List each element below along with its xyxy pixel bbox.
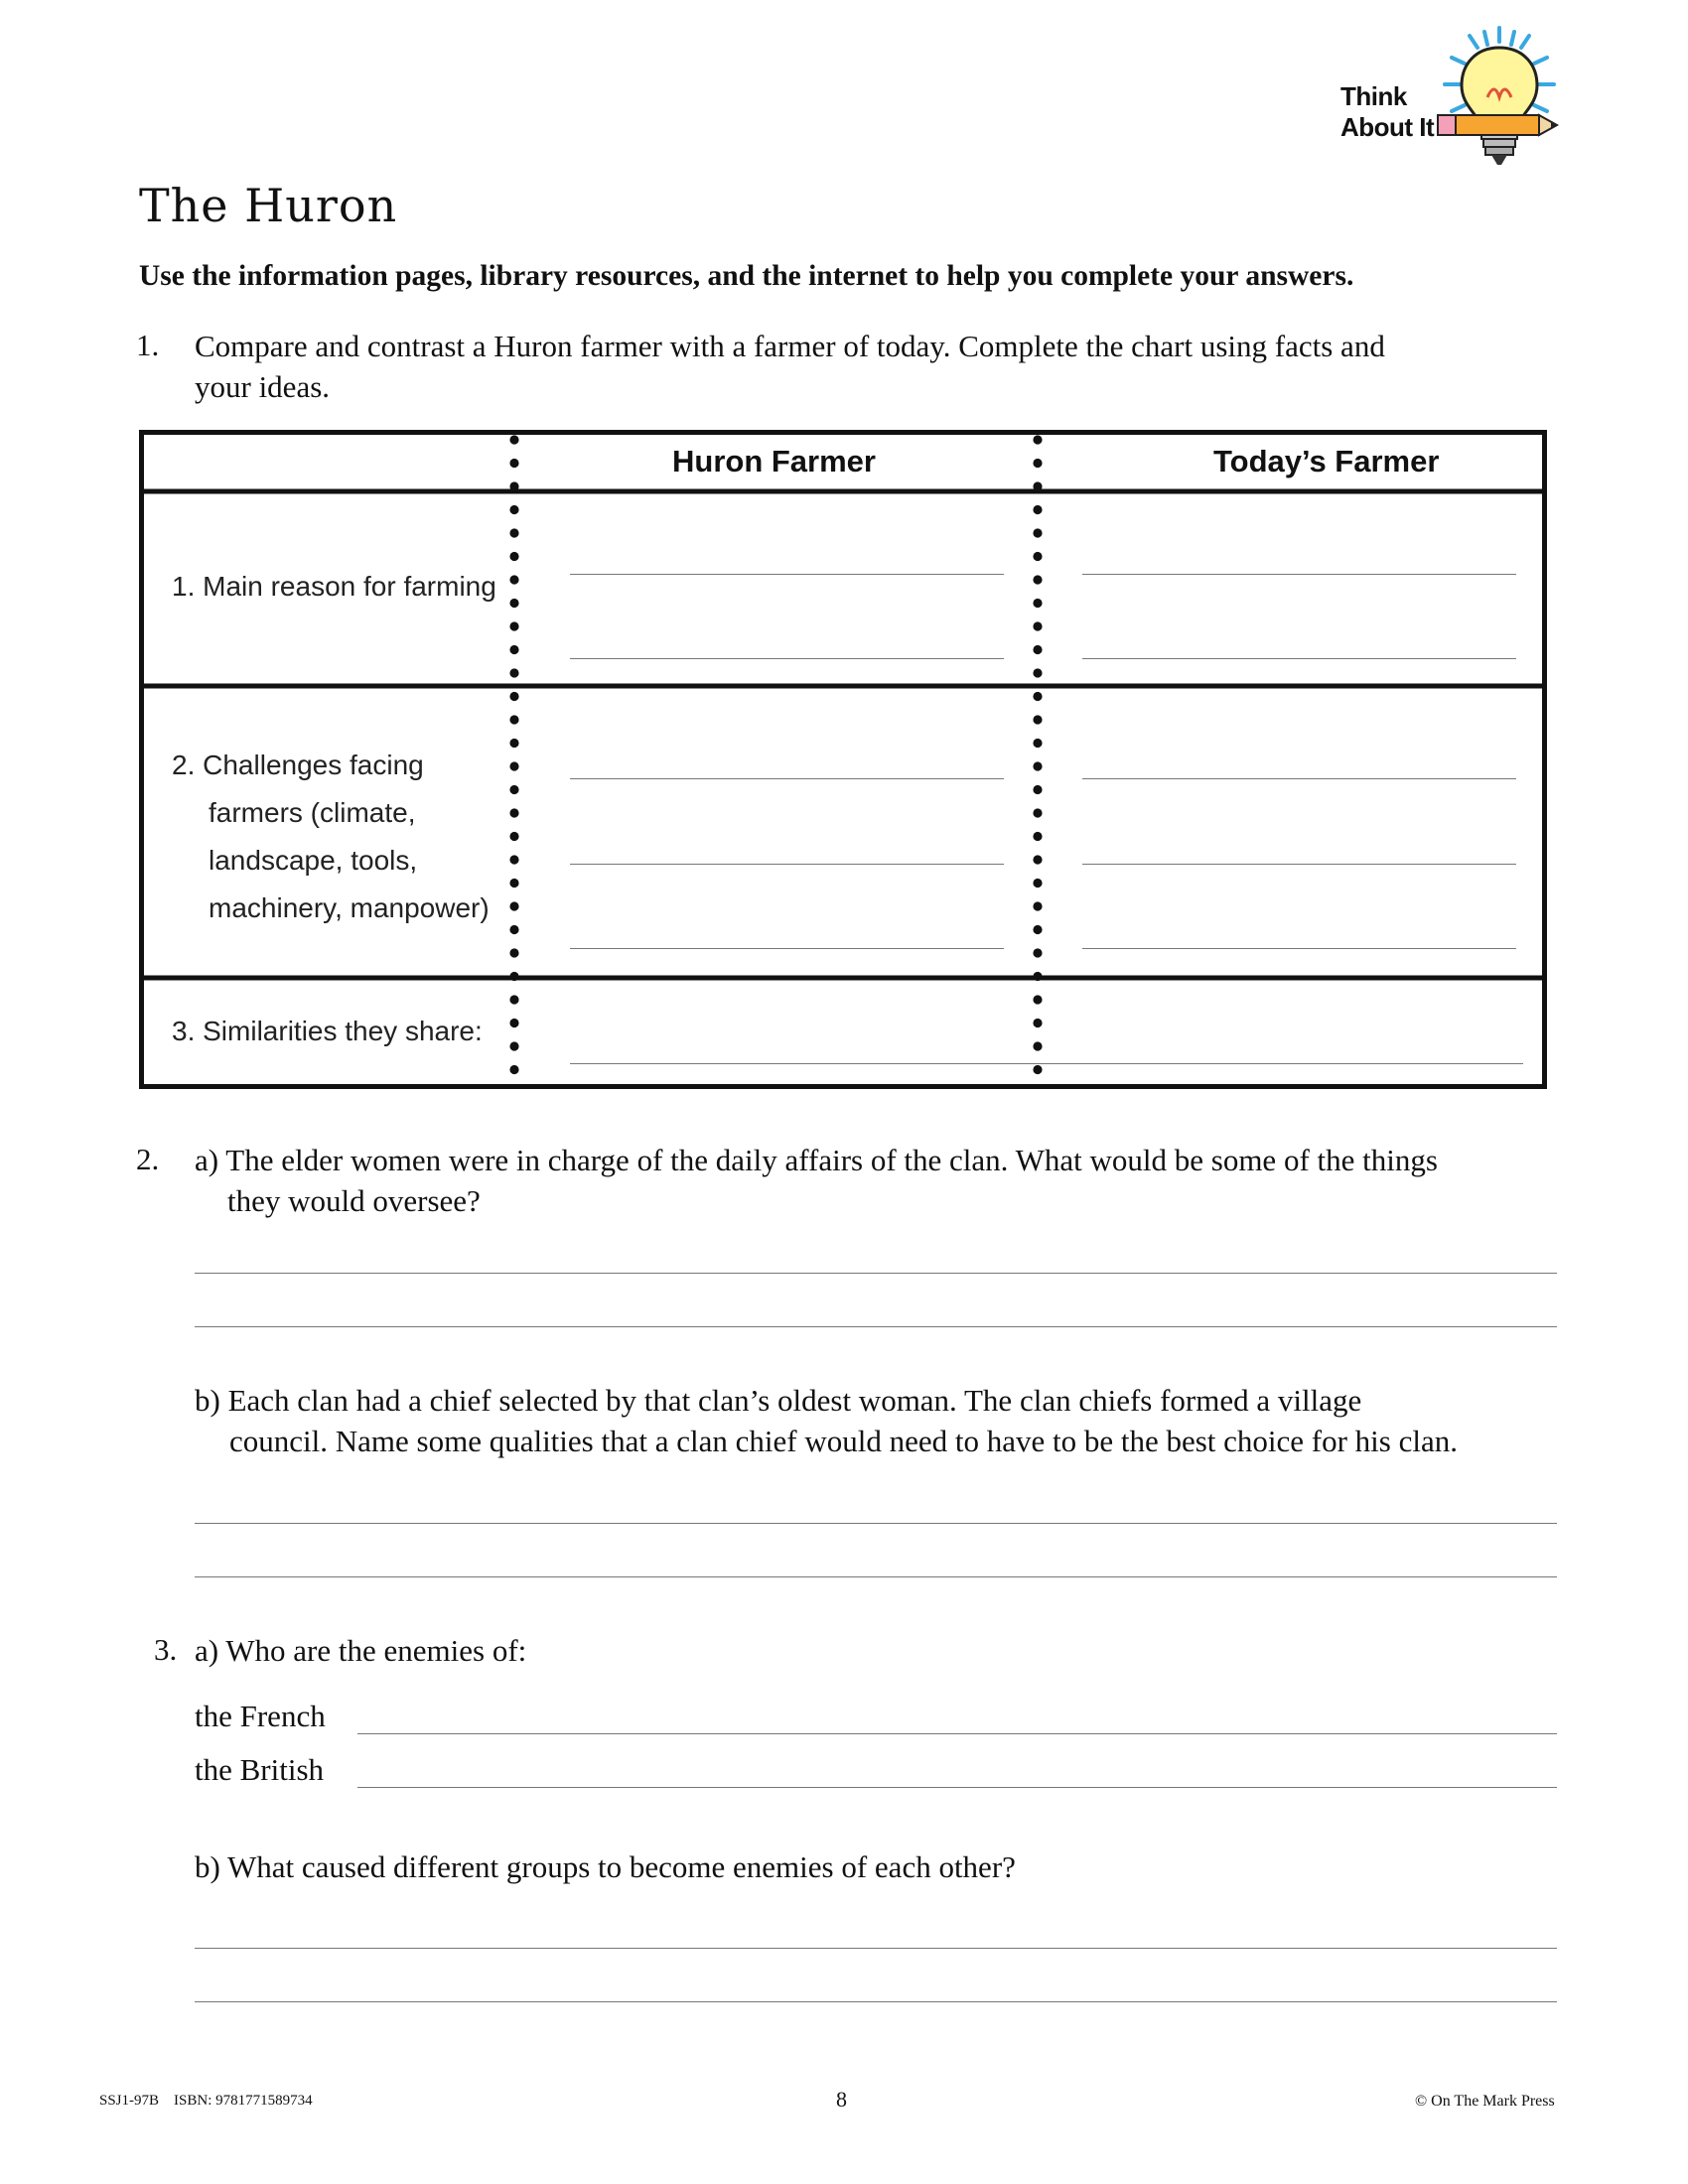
divider-dot — [509, 739, 518, 748]
divider-dot — [509, 599, 518, 608]
divider-dot — [1033, 761, 1042, 770]
question-1-number: 1. — [136, 328, 160, 362]
label-the-french: the French — [195, 1699, 326, 1733]
divider-dot — [1033, 505, 1042, 514]
divider-dot — [1033, 599, 1042, 608]
divider-dot — [509, 785, 518, 794]
question-2b-line-2: council. Name some qualities that a clan chief would need to have to be the best choice for his clan. — [229, 1424, 1458, 1458]
column-header-huron-farmer: Huron Farmer — [672, 444, 876, 478]
divider-dot — [509, 715, 518, 724]
divider-dot — [1033, 1065, 1042, 1074]
divider-dot — [509, 528, 518, 537]
question-2a-text — [195, 1140, 1438, 1221]
divider-dot — [1033, 1019, 1042, 1027]
answer-line-today-challenges-3[interactable] — [1082, 948, 1516, 949]
divider-dot — [509, 761, 518, 770]
instructions: Use the information pages, library resources, and the internet to help you complete your answers. — [139, 260, 1354, 292]
question-2b-text — [195, 1380, 1458, 1461]
badge-line-1: Think — [1340, 81, 1407, 111]
divider-dot — [509, 995, 518, 1004]
divider-dot — [1033, 785, 1042, 794]
answer-line-2b-2[interactable] — [195, 1576, 1557, 1577]
row-label-challenges-line-2: farmers (climate, — [209, 797, 416, 828]
divider-dot — [509, 459, 518, 468]
question-2-number: 2. — [136, 1142, 160, 1176]
answer-line-today-challenges-1[interactable] — [1082, 778, 1516, 779]
answer-line-today-reason-2[interactable] — [1082, 658, 1516, 659]
divider-dot — [509, 668, 518, 677]
answer-line-today-reason-1[interactable] — [1082, 574, 1516, 575]
divider-dot — [509, 692, 518, 701]
question-3a-text: a) Who are the enemies of: — [195, 1633, 527, 1668]
divider-dot — [509, 1019, 518, 1027]
answer-line-huron-challenges-2[interactable] — [570, 864, 1004, 865]
footer-copyright: © On The Mark Press — [1415, 2093, 1555, 2110]
divider-dot — [1033, 692, 1042, 701]
divider-dot — [509, 901, 518, 910]
divider-dot — [1033, 901, 1042, 910]
divider-dot — [1033, 621, 1042, 630]
divider-dot — [509, 1065, 518, 1074]
divider-dot — [509, 972, 518, 981]
divider-dot — [1033, 575, 1042, 584]
answer-line-2a-2[interactable] — [195, 1326, 1557, 1327]
divider-dot — [509, 925, 518, 934]
answer-line-huron-challenges-3[interactable] — [570, 948, 1004, 949]
divider-dot — [509, 505, 518, 514]
divider-dot — [1033, 1041, 1042, 1050]
question-1-line-2: your ideas. — [195, 369, 331, 404]
divider-dot — [509, 1041, 518, 1050]
divider-dot — [509, 879, 518, 887]
answer-line-british[interactable] — [357, 1787, 1557, 1788]
page-title: The Huron — [139, 179, 398, 232]
divider-dot — [509, 808, 518, 817]
divider-dot — [1033, 995, 1042, 1004]
answer-line-3b-1[interactable] — [195, 1948, 1557, 1949]
question-2b-line-1: b) Each clan had a chief selected by that clan’s oldest woman. The clan chiefs formed a village — [195, 1383, 1362, 1418]
question-2a-line-1: a) The elder women were in charge of the daily affairs of the clan. What would be some of the things — [195, 1143, 1438, 1177]
answer-line-2a-1[interactable] — [195, 1273, 1557, 1274]
divider-dot — [1033, 972, 1042, 981]
answer-line-similarities[interactable] — [570, 1063, 1523, 1064]
row-label-main-reason: 1. Main reason for farming — [172, 571, 496, 602]
row-label-challenges-line-4: machinery, manpower) — [209, 892, 490, 923]
question-1-line-1: Compare and contrast a Huron farmer with a farmer of today. Complete the chart using facts and — [195, 329, 1385, 363]
divider-dot — [1033, 879, 1042, 887]
divider-dot — [509, 435, 518, 444]
dotted-divider-left — [509, 435, 518, 1074]
dotted-divider-right — [1033, 435, 1042, 1074]
question-1-text — [195, 326, 1385, 407]
divider-dot — [1033, 948, 1042, 957]
column-header-todays-farmer: Today’s Farmer — [1213, 444, 1440, 478]
question-3b-text: b) What caused different groups to become enemies of each other? — [195, 1849, 1016, 1884]
divider-dot — [1033, 925, 1042, 934]
divider-dot — [1033, 459, 1042, 468]
footer-isbn: SSJ1-97B ISBN: 9781771589734 — [99, 2093, 313, 2109]
page-number: 8 — [836, 2087, 847, 2112]
divider-dot — [509, 575, 518, 584]
divider-dot — [509, 552, 518, 561]
question-2a-line-2: they would oversee? — [227, 1183, 481, 1218]
divider-dot — [1033, 832, 1042, 841]
divider-dot — [509, 948, 518, 957]
question-3-number: 3. — [154, 1632, 178, 1667]
divider-dot — [1033, 739, 1042, 748]
comparison-chart — [139, 430, 1547, 1089]
answer-line-huron-reason-1[interactable] — [570, 574, 1004, 575]
think-about-it-label — [1340, 81, 1434, 143]
label-the-british: the British — [195, 1752, 325, 1787]
divider-dot — [1033, 645, 1042, 654]
row-label-similarities: 3. Similarities they share: — [172, 1016, 483, 1046]
divider-dot — [1033, 715, 1042, 724]
divider-dot — [509, 855, 518, 864]
divider-dot — [1033, 552, 1042, 561]
divider-dot — [1033, 808, 1042, 817]
row-label-challenges-line-3: landscape, tools, — [209, 845, 418, 876]
divider-dot — [509, 621, 518, 630]
divider-dot — [1033, 435, 1042, 444]
answer-line-2b-1[interactable] — [195, 1523, 1557, 1524]
divider-dot — [509, 481, 518, 490]
row-label-challenges — [172, 742, 490, 932]
answer-line-french[interactable] — [357, 1733, 1557, 1734]
divider-dot — [1033, 481, 1042, 490]
answer-line-3b-2[interactable] — [195, 2001, 1557, 2002]
divider-dot — [1033, 528, 1042, 537]
row-label-challenges-line-1: 2. Challenges facing — [172, 750, 424, 780]
divider-dot — [1033, 855, 1042, 864]
divider-dot — [509, 832, 518, 841]
divider-dot — [1033, 668, 1042, 677]
answer-line-today-challenges-2[interactable] — [1082, 864, 1516, 865]
badge-line-2: About It — [1340, 112, 1435, 142]
divider-dot — [509, 645, 518, 654]
answer-line-huron-reason-2[interactable] — [570, 658, 1004, 659]
answer-line-huron-challenges-1[interactable] — [570, 778, 1004, 779]
